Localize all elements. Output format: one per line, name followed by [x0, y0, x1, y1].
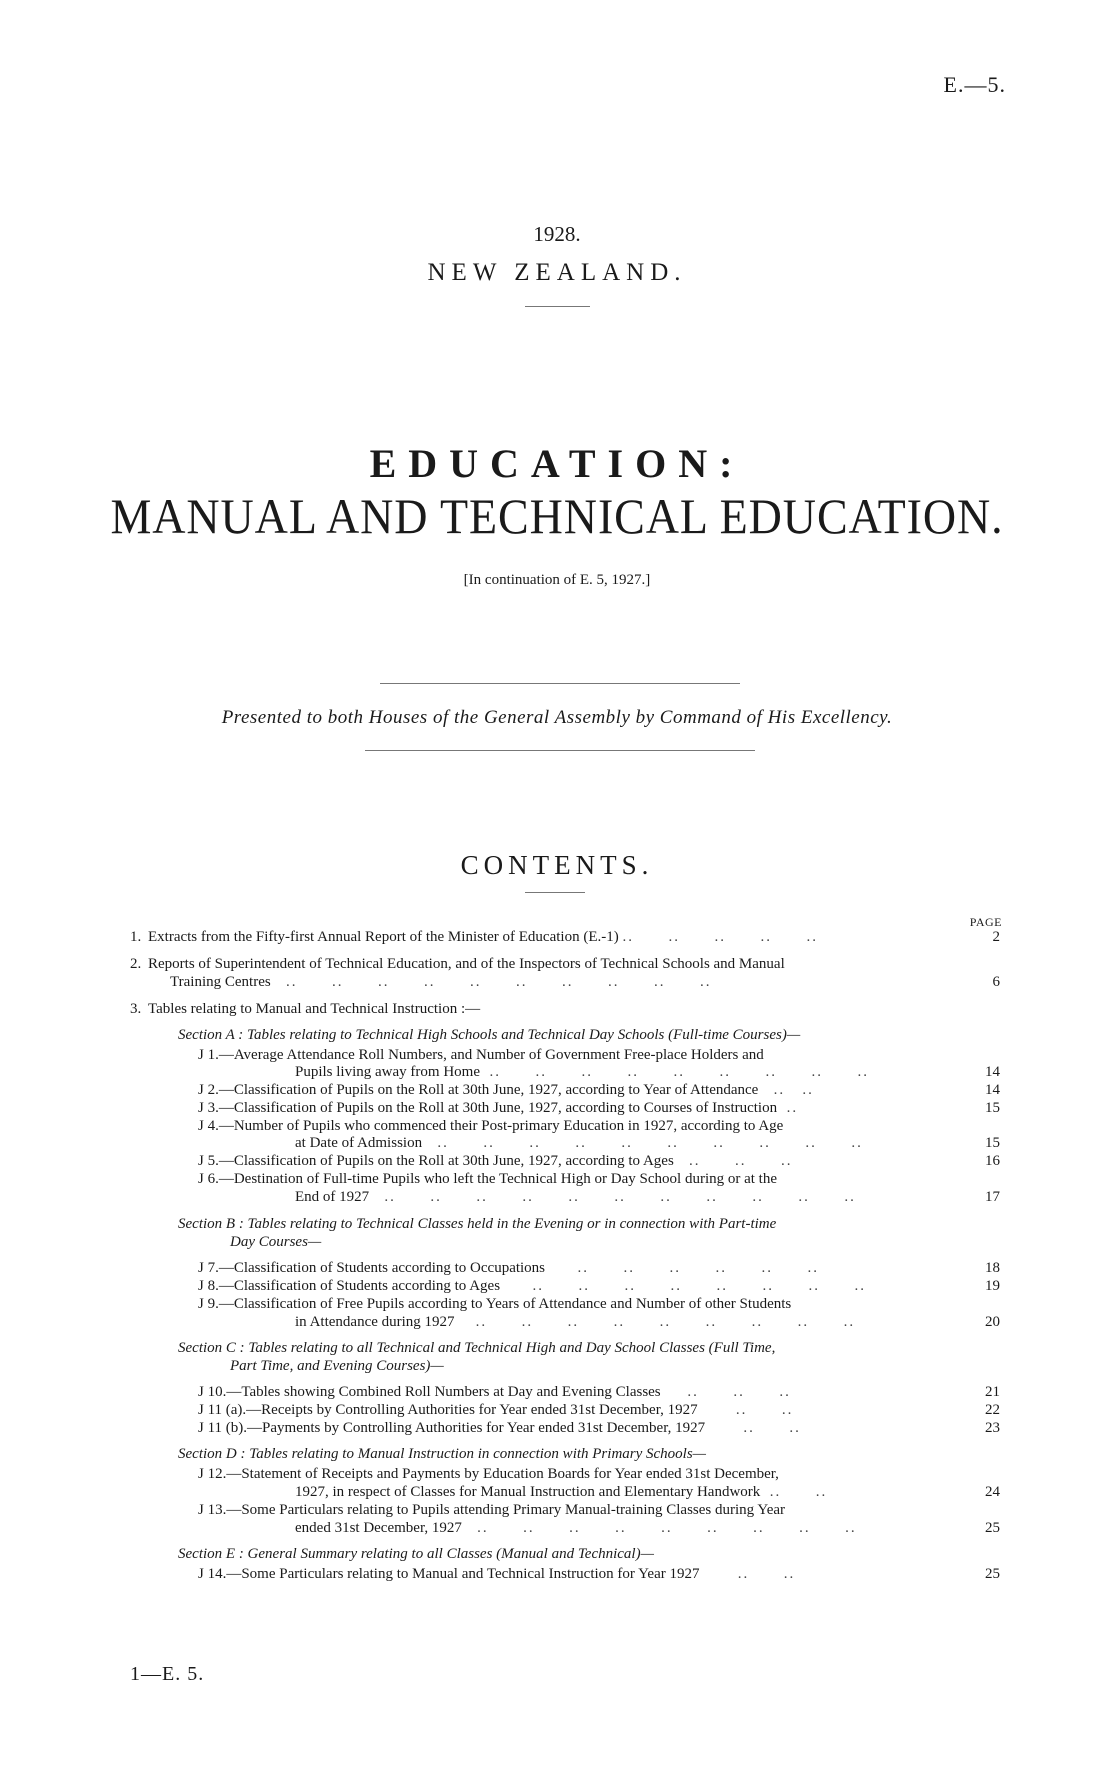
page-number: 19	[985, 1278, 1000, 1294]
page-number: 6	[992, 974, 1000, 990]
page-number: 22	[985, 1402, 1000, 1418]
page-number: 23	[985, 1420, 1000, 1436]
page-number: 21	[985, 1384, 1000, 1400]
page-number: 15	[985, 1100, 1000, 1116]
page-number: 18	[985, 1260, 1000, 1276]
contents-title: CONTENTS.	[460, 850, 654, 880]
page-number: 17	[985, 1189, 1000, 1205]
country: NEW ZEALAND.	[427, 259, 687, 286]
year: 1928.	[533, 222, 581, 246]
page-column-label: PAGE	[969, 915, 1002, 929]
page-number: 16	[985, 1153, 1000, 1169]
page-number: 2	[992, 929, 1000, 945]
sheet-signature: 1—E. 5.	[130, 1663, 205, 1685]
continuation-note: [In continuation of E. 5, 1927.]	[463, 572, 651, 588]
page-number: 20	[985, 1314, 1000, 1330]
page-number: 15	[985, 1135, 1000, 1151]
page-number: 14	[985, 1082, 1000, 1098]
page-number: 25	[985, 1566, 1000, 1582]
page-number: 14	[985, 1064, 1000, 1080]
presented-note: Presented to both Houses of the General Assembly by Command of His Excellency.	[221, 707, 893, 728]
page-number: 24	[985, 1484, 1000, 1500]
heading: EDUCATION:	[369, 441, 745, 486]
page-number: 25	[985, 1520, 1000, 1536]
document-title: MANUAL AND TECHNICAL EDUCATION.	[110, 488, 1004, 544]
document-reference: E.—5.	[943, 72, 1006, 97]
contents-list: 1. Extracts from the Fifty-first Annual Report of the Minister of Education (E.-1) .. .. .. .. .. 2 2. Reports of Superintendent of Technical Education, and of the Inspectors of Technical Schools and Manual Training Centres .. .. .. .. .. .. .. .. .. .. 6 3. Tables relating to Manual and Technical Instruction :— Section A : Tables relating to Technical High Schools and Technical Day Schools (Full-time Courses)— J 1.—Average Attendance Roll Numbers, and Number of Government Free-place Holders and Pupils living away from Home .. .. .. .. .. .. .. .. .. 14 J 2.—Classification of Pupils on the Roll at 30th June, 1927, according to Year of Attendance .. .. 14 J 3.—Classification of Pupils on the Roll at 30th June, 1927, according to Courses of Instruction .. 15 J 4.—Number of Pupils who commenced their Post-primary Education in 1927, according to Age at Date of Admission .. .. .. .. .. .. .. .. .. .. 15 J 5.—Classification of Pupils on the Roll at 30th June, 1927, according to Ages .. .. .. 16 J 6.—Destination of Full-time Pupils who left the Technical High or Day School during or at the End of 1927 .. .. .. .. .. .. .. .. .. .. .. 17 Section B : Tables relating to Technical Classes held in the Evening or in connection with Part-time Day Courses— J 7.—Classification of Students according to Occupations .. .. .. .. .. .. 18 J 8.—Classification of Students according to Ages .. .. .. .. .. .. .. .. 19 J 9.—Classification of Free Pupils according to Years of Attendance and Number of other Students in Attendance during 1927 .. .. .. .. .. .. .. .. .. 20 Section C : Tables relating to all Technical and Technical High and Day School Classes (Full Time, Part Time, and Evening Courses)— J 10.—Tables showing Combined Roll Numbers at Day and Evening Classes .. .. .. 21 J 11 (a).—Receipts by Controlling Authorities for Year ended 31st December, 1927 .. .. 22 J 11 (b).—Payments by Controlling Authorities for Year ended 31st December, 1927 .. .. 23 Section D : Tables relating to Manual Instruction in connection with Primary Schools— J 12.—Statement of Receipts and Payments by Education Boards for Year ended 31st December, 1927, in respect of Classes for Manual Instruction and Elementary Handwork .. .. 24 J 13.—Some Particulars relating to Pupils attending Primary Manual-training Classes during Year ended 31st December, 1927 .. .. .. .. .. .. .. .. .. 25 Section E : General Summary relating to all Classes (Manual and Technical)— J 14.—Some Particulars relating to Manual and Technical Instruction for Year 1927 .. .. 25	[130, 929, 1000, 1582]
